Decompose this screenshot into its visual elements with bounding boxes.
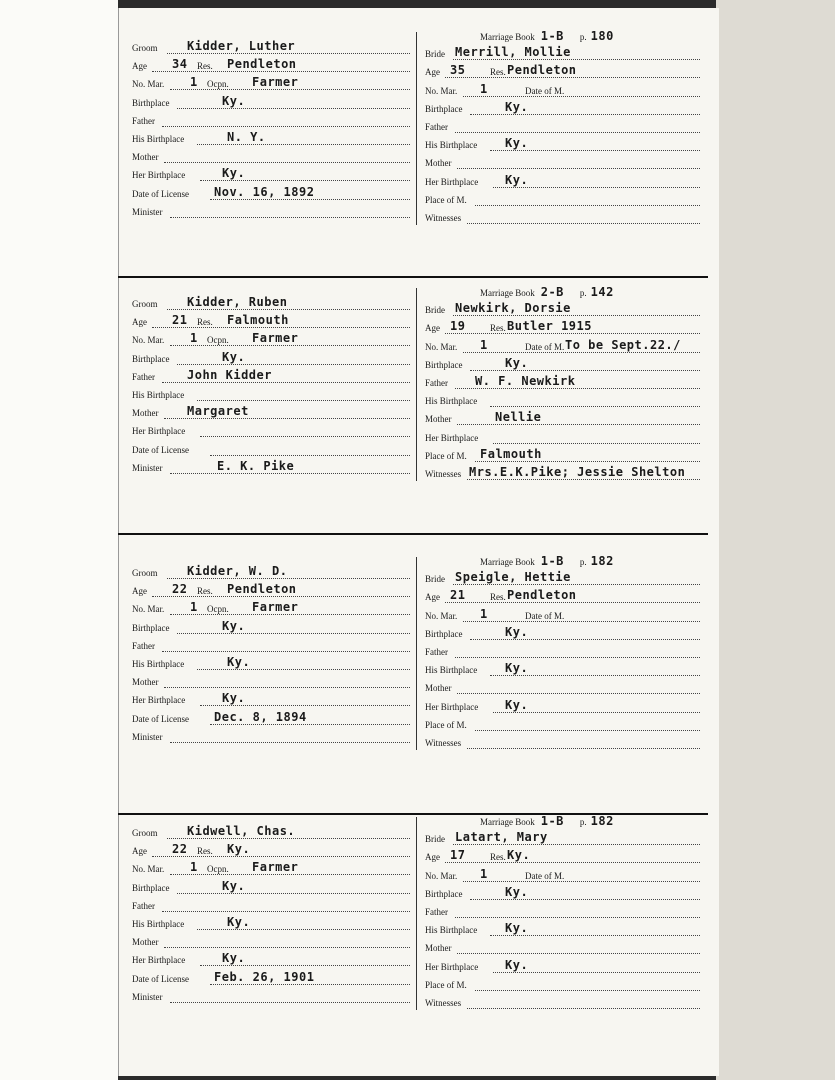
value-place-of-m: Falmouth: [480, 446, 542, 461]
value-groom-ocpn: Farmer: [252, 75, 299, 90]
label-groom-no-mar: No. Mar.: [132, 335, 165, 346]
field-line: [164, 947, 410, 948]
field-line: [200, 436, 410, 437]
field-line: [167, 838, 410, 839]
value-groom-birthplace: Ky.: [222, 878, 246, 893]
label-groom-mother: Mother: [132, 677, 159, 688]
value-bride-no-mar: 1: [480, 866, 488, 881]
value-groom-no-mar: 1: [190, 860, 198, 875]
value-groom-res: Falmouth: [227, 313, 289, 328]
value-bride-her-birthplace: Ky.: [505, 697, 529, 712]
label-date-of-m: Date of M.: [525, 85, 565, 96]
label-date-of-m: Date of M.: [525, 341, 565, 352]
label-bride-father: Father: [425, 907, 448, 917]
field-line: [210, 199, 410, 200]
label-date-of-license: Date of License: [132, 973, 189, 984]
value-witnesses: Mrs.E.K.Pike; Jessie Shelton: [469, 465, 686, 479]
field-line: [457, 953, 700, 954]
label-bride-his-birthplace: His Birthplace: [425, 925, 478, 936]
label-bride-age: Age: [425, 67, 440, 78]
value-bride-no-mar: 1: [480, 606, 488, 621]
field-line: [164, 418, 410, 419]
field-line: [445, 602, 700, 603]
value-bride-age: 21: [450, 588, 466, 603]
field-line: [210, 455, 410, 456]
label-groom-her-birthplace: Her Birthplace: [132, 955, 186, 966]
label-bride-father: Father: [425, 378, 448, 388]
column-divider: [416, 32, 417, 225]
label-bride-mother: Mother: [425, 414, 452, 425]
field-line: [475, 461, 700, 462]
field-line: [463, 96, 700, 97]
field-line: [164, 687, 410, 688]
field-line: [445, 77, 700, 78]
value-bride-age: 35: [450, 63, 466, 78]
scan-left-margin: [0, 0, 118, 1080]
value-groom: Kidder, Luther: [187, 39, 296, 53]
label-date-of-m: Date of M.: [525, 870, 565, 881]
label-marriage-book: Marriage Book: [480, 288, 535, 298]
field-line: [177, 633, 410, 634]
label-date-of-license: Date of License: [132, 188, 189, 199]
label-groom-res: Res.: [197, 846, 213, 857]
field-line: [197, 400, 410, 401]
value-groom-her-birthplace: Ky.: [222, 951, 246, 966]
field-line: [197, 144, 410, 145]
field-line: [453, 315, 700, 316]
value-groom-her-birthplace: Ky.: [222, 691, 246, 706]
value-groom-birthplace: Ky.: [222, 93, 246, 108]
field-line: [455, 388, 700, 389]
label-groom-mother: Mother: [132, 152, 159, 163]
field-line: [455, 917, 700, 918]
marriage-book-line: [480, 815, 614, 828]
field-line: [162, 126, 410, 127]
field-line: [463, 621, 700, 622]
label-minister: Minister: [132, 206, 163, 217]
label-groom-res: Res.: [197, 317, 213, 328]
label-groom-his-birthplace: His Birthplace: [132, 919, 185, 929]
field-line: [170, 614, 410, 615]
value-groom-age: 21: [172, 313, 188, 328]
value-groom-no-mar: 1: [190, 75, 198, 90]
label-groom-birthplace: Birthplace: [132, 353, 170, 364]
label-bride-his-birthplace: His Birthplace: [425, 665, 478, 676]
label-minister: Minister: [132, 462, 163, 473]
marriage-book-line: [480, 286, 614, 299]
value-page: 182: [590, 814, 614, 828]
label-groom-birthplace: Birthplace: [132, 97, 170, 108]
record-separator: [118, 276, 708, 278]
value-bride-her-birthplace: Ky.: [505, 957, 529, 972]
label-witnesses: Witnesses: [425, 738, 462, 748]
record-separator: [118, 813, 708, 815]
label-bride-her-birthplace: Her Birthplace: [425, 176, 479, 187]
label-bride-his-birthplace: His Birthplace: [425, 396, 478, 407]
field-line: [493, 972, 700, 973]
value-groom-age: 22: [172, 582, 188, 597]
label-bride-mother: Mother: [425, 158, 452, 169]
field-line: [164, 162, 410, 163]
label-groom-father: Father: [132, 115, 155, 126]
value-bride-birthplace: Ky.: [505, 355, 529, 370]
label-bride-res: Res.: [490, 67, 506, 78]
field-line: [453, 844, 700, 845]
field-line: [493, 712, 700, 713]
label-place-of-m: Place of M.: [425, 194, 467, 205]
field-line: [475, 730, 700, 731]
label-groom-his-birthplace: His Birthplace: [132, 134, 185, 144]
value-groom-no-mar: 1: [190, 331, 198, 346]
field-line: [197, 669, 410, 670]
value-bride-her-birthplace: Ky.: [505, 172, 529, 187]
label-groom: Groom: [132, 299, 158, 309]
value-groom-mother: Margaret: [187, 404, 249, 419]
label-bride-no-mar: No. Mar.: [425, 85, 458, 96]
label-groom-his-birthplace: His Birthplace: [132, 659, 185, 669]
value-groom-age: 22: [172, 842, 188, 857]
value-groom: Kidder, W. D.: [187, 564, 288, 578]
field-line: [210, 724, 410, 725]
value-groom-birthplace: Ky.: [222, 349, 246, 364]
label-groom-mother: Mother: [132, 408, 159, 419]
value-bride: Speigle, Hettie: [455, 570, 571, 585]
label-place-of-m: Place of M.: [425, 719, 467, 730]
value-date-of-m: To be Sept.22./: [565, 337, 681, 352]
field-line: [152, 327, 410, 328]
value-groom-ocpn: Farmer: [252, 860, 299, 875]
field-line: [457, 424, 700, 425]
label-groom-birthplace: Birthplace: [132, 882, 170, 893]
value-bride-his-birthplace: Ky.: [505, 661, 529, 676]
value-groom-father: John Kidder: [187, 367, 272, 382]
value-bride-father: W. F. Newkirk: [475, 374, 576, 388]
field-line: [200, 180, 410, 181]
field-line: [170, 473, 410, 474]
label-groom-birthplace: Birthplace: [132, 622, 170, 633]
label-page: p.: [579, 817, 587, 827]
field-line: [453, 59, 700, 60]
value-bride-his-birthplace: Ky.: [505, 136, 529, 151]
field-line: [170, 217, 410, 218]
value-groom-res: Pendleton: [227, 582, 297, 597]
field-line: [167, 53, 410, 54]
field-line: [200, 965, 410, 966]
marriage-book-line: [480, 30, 614, 43]
label-minister: Minister: [132, 991, 163, 1002]
label-groom-her-birthplace: Her Birthplace: [132, 170, 186, 181]
label-witnesses: Witnesses: [425, 998, 462, 1008]
value-groom-ocpn: Farmer: [252, 600, 299, 615]
label-groom-father: Father: [132, 371, 155, 382]
field-line: [445, 333, 700, 334]
label-bride-her-birthplace: Her Birthplace: [425, 432, 479, 443]
value-bride-res: Pendleton: [507, 588, 577, 603]
label-bride: Bride: [425, 49, 445, 60]
value-bride-age: 17: [450, 848, 466, 863]
value-bride-age: 19: [450, 319, 466, 334]
field-line: [167, 309, 410, 310]
label-page: p.: [579, 557, 587, 567]
value-groom-res: Pendleton: [227, 57, 297, 72]
field-line: [445, 862, 700, 863]
value-bride-res: Ky.: [507, 848, 531, 863]
field-line: [162, 911, 410, 912]
value-groom-age: 34: [172, 57, 188, 72]
value-bride-no-mar: 1: [480, 81, 488, 96]
field-line: [470, 370, 700, 371]
field-line: [170, 345, 410, 346]
value-bride-birthplace: Ky.: [505, 624, 529, 639]
field-line: [490, 675, 700, 676]
label-bride-her-birthplace: Her Birthplace: [425, 701, 479, 712]
field-line: [453, 584, 700, 585]
label-groom-age: Age: [132, 586, 147, 597]
value-page: 180: [590, 29, 614, 43]
field-line: [177, 364, 410, 365]
label-marriage-book: Marriage Book: [480, 817, 535, 827]
label-bride-res: Res.: [490, 323, 506, 334]
field-line: [467, 748, 700, 749]
field-line: [475, 990, 700, 991]
value-book: 1-B: [540, 554, 564, 568]
label-bride-no-mar: No. Mar.: [425, 870, 458, 881]
label-date-of-m: Date of M.: [525, 610, 565, 621]
field-line: [152, 71, 410, 72]
label-bride-no-mar: No. Mar.: [425, 610, 458, 621]
label-minister: Minister: [132, 731, 163, 742]
label-bride-birthplace: Birthplace: [425, 359, 463, 370]
field-line: [200, 705, 410, 706]
column-divider: [416, 557, 417, 750]
field-line: [470, 899, 700, 900]
label-groom-ocpn: Ocpn.: [207, 864, 229, 875]
value-bride: Latart, Mary: [455, 830, 548, 845]
field-line: [455, 132, 700, 133]
value-groom: Kidder, Ruben: [187, 295, 288, 309]
label-bride-mother: Mother: [425, 943, 452, 954]
value-groom-res: Ky.: [227, 842, 251, 857]
value-groom-his-birthplace: Ky.: [227, 655, 251, 669]
label-groom-his-birthplace: His Birthplace: [132, 390, 185, 400]
field-line: [463, 881, 700, 882]
field-line: [493, 443, 700, 444]
value-bride: Newkirk, Dorsie: [455, 301, 571, 316]
label-groom-no-mar: No. Mar.: [132, 79, 165, 90]
value-groom-his-birthplace: Ky.: [227, 915, 251, 929]
field-line: [490, 935, 700, 936]
value-groom-no-mar: 1: [190, 600, 198, 615]
field-line: [467, 479, 700, 480]
field-line: [167, 578, 410, 579]
field-line: [475, 205, 700, 206]
label-bride-age: Age: [425, 592, 440, 603]
label-groom-ocpn: Ocpn.: [207, 604, 229, 615]
value-bride-mother: Nellie: [495, 410, 542, 425]
value-bride-no-mar: 1: [480, 337, 488, 352]
label-groom-father: Father: [132, 900, 155, 911]
field-line: [457, 168, 700, 169]
label-groom-age: Age: [132, 61, 147, 72]
field-line: [210, 984, 410, 985]
label-groom-ocpn: Ocpn.: [207, 335, 229, 346]
label-bride-age: Age: [425, 323, 440, 334]
value-groom-birthplace: Ky.: [222, 618, 246, 633]
label-groom-res: Res.: [197, 61, 213, 72]
field-line: [162, 651, 410, 652]
value-book: 1-B: [540, 29, 564, 43]
field-line: [490, 406, 700, 407]
value-bride-res: Pendleton: [507, 63, 577, 78]
label-groom-no-mar: No. Mar.: [132, 864, 165, 875]
label-groom-her-birthplace: Her Birthplace: [132, 695, 186, 706]
label-groom-age: Age: [132, 846, 147, 857]
scan-right-edge: [716, 0, 835, 1080]
label-page: p.: [579, 32, 587, 42]
label-bride: Bride: [425, 574, 445, 585]
label-witnesses: Witnesses: [425, 213, 462, 223]
label-groom-age: Age: [132, 317, 147, 328]
record-separator: [118, 533, 708, 535]
field-line: [177, 893, 410, 894]
value-page: 142: [590, 285, 614, 299]
label-place-of-m: Place of M.: [425, 450, 467, 461]
value-date-of-license: Nov. 16, 1892: [214, 184, 315, 199]
label-groom-father: Father: [132, 640, 155, 651]
field-line: [493, 187, 700, 188]
label-bride-father: Father: [425, 647, 448, 657]
value-groom-her-birthplace: Ky.: [222, 166, 246, 181]
label-witnesses: Witnesses: [425, 469, 462, 479]
field-line: [170, 742, 410, 743]
field-line: [470, 114, 700, 115]
marriage-book-line: [480, 555, 614, 568]
label-bride-father: Father: [425, 122, 448, 132]
value-minister: E. K. Pike: [217, 458, 295, 473]
label-bride-her-birthplace: Her Birthplace: [425, 961, 479, 972]
field-line: [177, 108, 410, 109]
label-date-of-license: Date of License: [132, 713, 189, 724]
field-line: [152, 596, 410, 597]
value-groom: Kidwell, Chas.: [187, 824, 296, 838]
field-line: [197, 929, 410, 930]
label-groom-her-birthplace: Her Birthplace: [132, 426, 186, 437]
label-bride-no-mar: No. Mar.: [425, 341, 458, 352]
label-place-of-m: Place of M.: [425, 979, 467, 990]
value-groom-ocpn: Farmer: [252, 331, 299, 346]
value-groom-his-birthplace: N. Y.: [227, 130, 266, 144]
column-divider: [416, 288, 417, 481]
label-groom-no-mar: No. Mar.: [132, 604, 165, 615]
label-groom-res: Res.: [197, 586, 213, 597]
label-bride-his-birthplace: His Birthplace: [425, 140, 478, 151]
value-date-of-license: Feb. 26, 1901: [214, 969, 315, 984]
label-bride: Bride: [425, 305, 445, 316]
value-book: 2-B: [540, 285, 564, 299]
field-line: [162, 382, 410, 383]
label-groom: Groom: [132, 43, 158, 53]
label-date-of-license: Date of License: [132, 444, 189, 455]
label-page: p.: [579, 288, 587, 298]
value-bride: Merrill, Mollie: [455, 45, 571, 60]
value-bride-birthplace: Ky.: [505, 99, 529, 114]
label-bride: Bride: [425, 834, 445, 845]
label-bride-birthplace: Birthplace: [425, 103, 463, 114]
value-book: 1-B: [540, 814, 564, 828]
value-bride-birthplace: Ky.: [505, 884, 529, 899]
field-line: [467, 1008, 700, 1009]
label-groom-ocpn: Ocpn.: [207, 79, 229, 90]
column-divider: [416, 817, 417, 1010]
field-line: [490, 150, 700, 151]
value-bride-res: Butler 1915: [507, 319, 592, 334]
value-bride-his-birthplace: Ky.: [505, 921, 529, 936]
label-bride-birthplace: Birthplace: [425, 888, 463, 899]
label-marriage-book: Marriage Book: [480, 557, 535, 567]
field-line: [152, 856, 410, 857]
label-groom-mother: Mother: [132, 937, 159, 948]
field-line: [457, 693, 700, 694]
label-bride-age: Age: [425, 852, 440, 863]
label-groom: Groom: [132, 568, 158, 578]
field-line: [170, 89, 410, 90]
field-line: [170, 1002, 410, 1003]
label-groom: Groom: [132, 828, 158, 838]
field-line: [470, 639, 700, 640]
label-bride-mother: Mother: [425, 683, 452, 694]
field-line: [455, 657, 700, 658]
field-line: [467, 223, 700, 224]
value-date-of-license: Dec. 8, 1894: [214, 709, 307, 724]
label-bride-res: Res.: [490, 592, 506, 603]
label-marriage-book: Marriage Book: [480, 32, 535, 42]
field-line: [463, 352, 700, 353]
label-bride-res: Res.: [490, 852, 506, 863]
value-page: 182: [590, 554, 614, 568]
field-line: [170, 874, 410, 875]
label-bride-birthplace: Birthplace: [425, 628, 463, 639]
